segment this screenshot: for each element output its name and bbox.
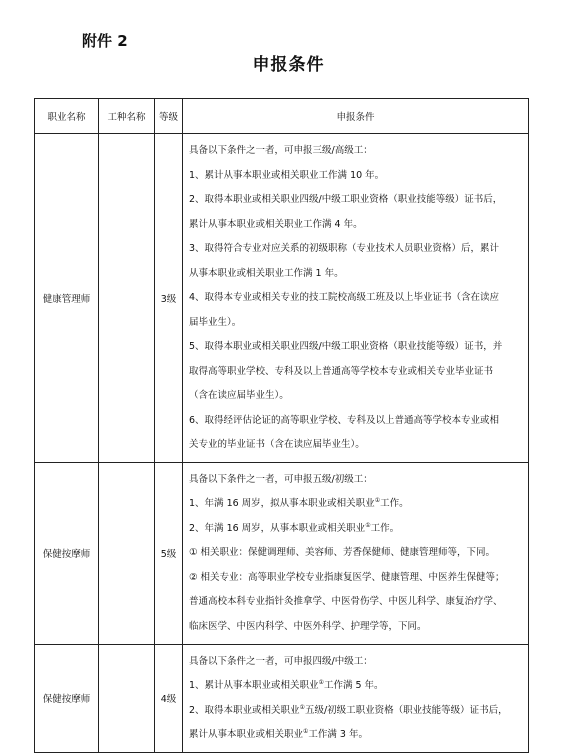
condition-line: 关专业的毕业证书（含在读应届毕业生）。 (189, 439, 365, 450)
condition-line: 取得高等职业学校、专科及以上普通高等学校本专业或相关专业毕业证书 (189, 365, 494, 377)
condition-line: 6、取得经评估论证的高等职业学校、专科及以上普通高等学校本专业或相 (189, 414, 500, 426)
condition-line: 1、累计从事本职业或相关职业工作满 10 年。 (189, 169, 385, 181)
conditions-cell (183, 134, 529, 463)
condition-line: 2、年满 16 周岁，从事本职业或相关职业①工作。 (189, 521, 400, 534)
footnote-mark: ① (374, 496, 381, 504)
level-cell: 3级 (155, 134, 183, 463)
column-header-job: 职业名称 (35, 99, 99, 134)
condition-line: 具备以下条件之一者，可申报五级/初级工： (189, 473, 373, 485)
footnote-mark: ① (303, 727, 309, 735)
column-header-work-type: 工种名称 (99, 99, 155, 134)
column-header-conditions: 申报条件 (183, 99, 529, 134)
job-name-cell: 健康管理师 (35, 134, 99, 463)
footnote-mark: ① (365, 521, 371, 529)
condition-line: 累计从事本职业或相关职业①工作满 3 年。 (189, 727, 368, 740)
condition-line: 累计从事本职业或相关职业工作满 4 年。 (189, 218, 363, 230)
condition-line: 4、取得本专业或相关专业的技工院校高级工班及以上毕业证书（含在读应 (189, 292, 500, 303)
level-cell: 5级 (155, 462, 183, 644)
condition-line: ② 相关专业：高等职业学校专业指康复医学、健康管理、中医养生保健等； (189, 571, 505, 583)
table-row (35, 462, 529, 644)
attachment-label: 附件 2 (82, 32, 128, 50)
footnote-mark: ① (318, 678, 324, 686)
condition-line: ① 相关职业：保健调理师、美容师、芳香保健师、健康管理师等，下同。 (189, 547, 496, 558)
condition-line: 普通高校本科专业指针灸推拿学、中医骨伤学、中医儿科学、康复治疗学、 (189, 596, 503, 607)
page-title: 申报条件 (252, 55, 325, 75)
condition-line: 1、年满 16 周岁，拟从事本职业或相关职业①工作。 (189, 496, 409, 509)
condition-line: （含在读应届毕业生）。 (189, 390, 289, 401)
table-row (35, 134, 529, 463)
condition-line: 具备以下条件之一者，可申报四级/中级工： (189, 655, 373, 667)
condition-line: 从事本职业或相关职业工作满 1 年。 (189, 267, 344, 279)
condition-line: 2、取得本职业或相关职业①五级/初级工职业资格（职业技能等级）证书后， (189, 703, 508, 716)
work-type-cell (99, 644, 155, 752)
condition-line: 临床医学、中医内科学、中医外科学、护理学等，下同。 (189, 620, 427, 632)
table-row (35, 644, 529, 752)
column-header-level: 等级 (155, 99, 183, 134)
condition-line: 1、累计从事本职业或相关职业①工作满 5 年。 (189, 678, 384, 691)
footnote-mark: ① (299, 703, 305, 711)
table-header-row (35, 99, 529, 134)
level-cell: 4级 (155, 644, 183, 752)
requirements-table (34, 98, 529, 753)
condition-line: 3、取得符合专业对应关系的初级职称（专业技术人员职业资格）后，累计 (189, 243, 500, 254)
condition-line: 5、取得本职业或相关职业四级/中级工职业资格（职业技能等级）证书，并 (189, 341, 503, 352)
conditions-cell (183, 462, 529, 644)
job-name-cell: 保健按摩师 (35, 462, 99, 644)
work-type-cell (99, 462, 155, 644)
condition-line: 2、取得本职业或相关职业四级/中级工职业资格（职业技能等级）证书后， (189, 194, 503, 205)
work-type-cell (99, 134, 155, 463)
job-name-cell: 保健按摩师 (35, 644, 99, 752)
conditions-cell (183, 644, 529, 752)
condition-line: 届毕业生）。 (189, 316, 242, 328)
condition-line: 具备以下条件之一者，可申报三级/高级工： (189, 145, 373, 156)
